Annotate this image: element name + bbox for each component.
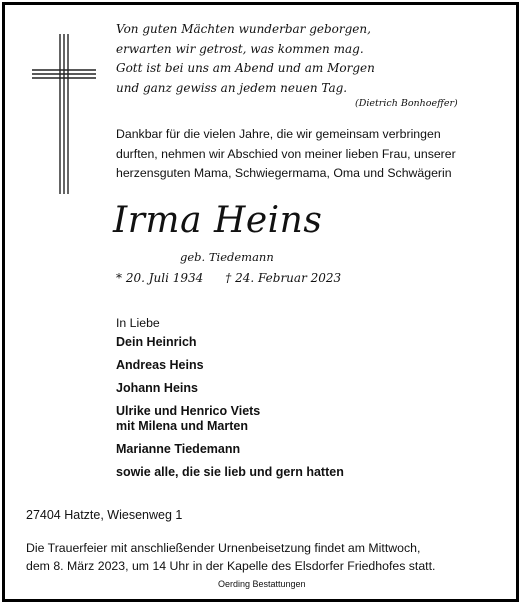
mourners-intro: In Liebe (116, 316, 160, 330)
mourners-list (116, 335, 344, 488)
thanks-line: durften, nehmen wir Abschied von meiner lieben Frau, unserer (116, 146, 456, 161)
poem-line: Gott ist bei uns am Abend und am Morgen (116, 61, 375, 75)
mourner: mit Milena und Marten (116, 419, 248, 433)
poem-line: erwarten wir getrost, was kommen mag. (116, 41, 364, 56)
death-date: † 24. Februar 2023 (225, 271, 342, 285)
mourner: Andreas Heins (116, 358, 204, 372)
thanks-text (116, 125, 496, 184)
service-line: Die Trauerfeier mit anschließender Urnenbeisetzung findet am Mittwoch, (26, 541, 421, 555)
cross-icon (32, 34, 96, 194)
mourner: Ulrike und Henrico Viets (116, 404, 261, 418)
poem (116, 20, 476, 98)
mourner: sowie alle, die sie lieb und gern hatten (116, 465, 344, 479)
poem-line: und ganz gewiss an jedem neuen Tag. (116, 80, 348, 95)
service-line: dem 8. März 2023, um 14 Uhr in der Kapelle des Elsdorfer Friedhofes statt. (26, 558, 436, 573)
birth-name: geb. Tiedemann (180, 250, 274, 264)
poem-author: (Dietrich Bonhoeffer) (355, 98, 458, 109)
deceased-name: Irma Heins (113, 200, 323, 241)
funeral-home: Oerding Bestattungen (218, 579, 306, 589)
mourner: Dein Heinrich (116, 335, 197, 349)
address: 27404 Hatzte, Wiesenweg 1 (26, 508, 183, 522)
thanks-line: herzensguten Mama, Schwiegermama, Oma und Schwägerin (116, 166, 452, 180)
service-info (26, 540, 435, 575)
mourner: Johann Heins (116, 381, 198, 395)
poem-line: Von guten Mächten wunderbar geborgen, (116, 22, 371, 36)
birth-date: * 20. Juli 1934 (116, 271, 204, 285)
thanks-line: Dankbar für die vielen Jahre, die wir gemeinsam verbringen (116, 127, 441, 141)
mourner: Marianne Tiedemann (116, 442, 241, 456)
life-dates (116, 271, 341, 285)
